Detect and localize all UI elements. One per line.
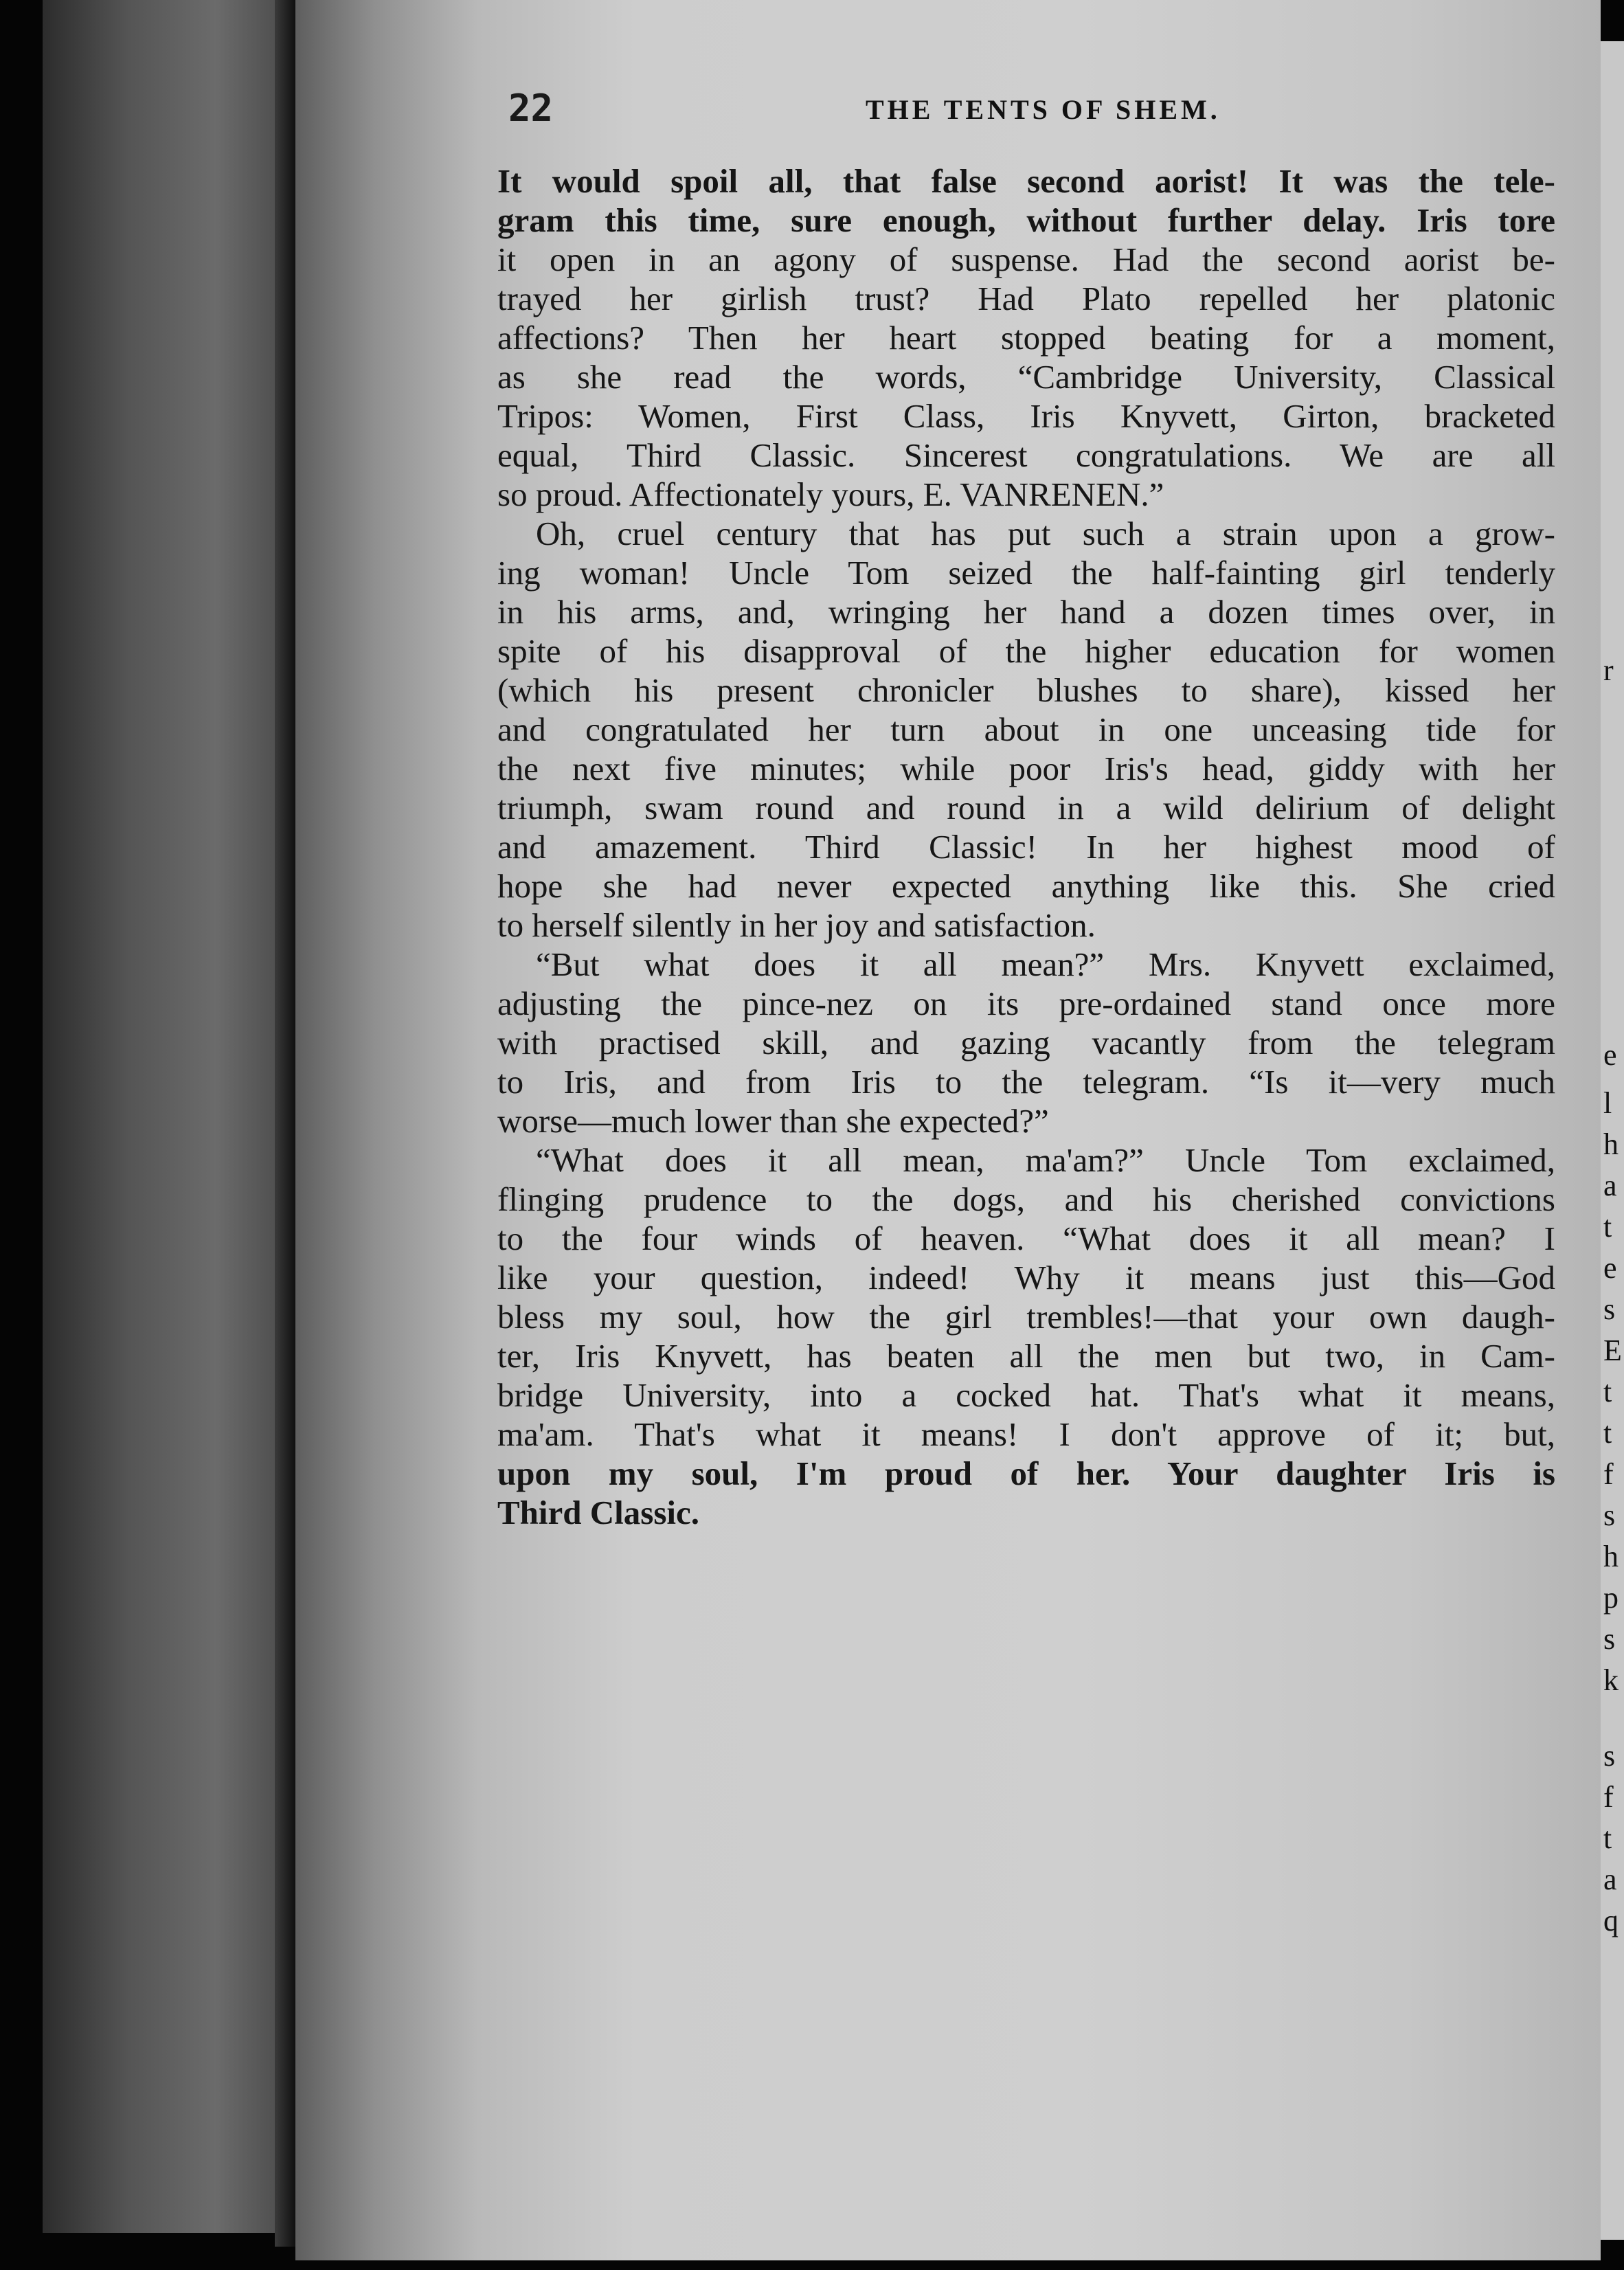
- facing-page-left: [43, 0, 290, 2233]
- text-line: to herself silently in her joy and satisfaction.: [497, 906, 1096, 944]
- text-line: (which his present chronicler blushes to share), kissed her: [497, 671, 1555, 709]
- page-header: [508, 87, 1539, 142]
- text-line: and amazement. Third Classic! In her highest mood of: [497, 828, 1555, 866]
- margin-letter: a: [1603, 1169, 1617, 1202]
- text-line: bless my soul, how the girl trembles!—that your own daugh-: [497, 1298, 1555, 1336]
- text-line: to Iris, and from Iris to the telegram. “Is it—very much: [497, 1063, 1555, 1101]
- margin-letter: h: [1603, 1127, 1619, 1161]
- margin-letter: e: [1603, 1251, 1617, 1285]
- margin-letter: a: [1603, 1863, 1617, 1896]
- margin-letter: f: [1603, 1780, 1614, 1814]
- margin-letter: r: [1603, 653, 1614, 687]
- margin-letter: t: [1603, 1375, 1612, 1408]
- text-line: and congratulated her turn about in one unceasing tide for: [497, 710, 1555, 748]
- text-line: with practised skill, and gazing vacantly from the telegram: [497, 1024, 1555, 1061]
- margin-letter: s: [1603, 1622, 1616, 1656]
- margin-letter: e: [1603, 1038, 1617, 1072]
- text-line: the next five minutes; while poor Iris's head, giddy with her: [497, 750, 1555, 787]
- text-line: flinging prudence to the dogs, and his cherished convictions: [497, 1180, 1555, 1218]
- margin-letter: t: [1603, 1416, 1612, 1450]
- text-line: to the four winds of heaven. “What does it all mean? I: [497, 1220, 1555, 1257]
- text-line: worse—much lower than she expected?”: [497, 1102, 1049, 1140]
- margin-letter: p: [1603, 1581, 1619, 1615]
- text-line: ing woman! Uncle Tom seized the half-fainting girl tenderly: [497, 554, 1555, 592]
- text-line: spite of his disapproval of the higher education for women: [497, 632, 1555, 670]
- text-line: Oh, cruel century that has put such a strain upon a grow-: [536, 515, 1555, 552]
- margin-letter: s: [1603, 1498, 1616, 1532]
- text-line: Third Classic.: [497, 1494, 700, 1531]
- text-line: in his arms, and, wringing her hand a dozen times over, in: [497, 593, 1555, 631]
- text-line: “But what does it all mean?” Mrs. Knyvett exclaimed,: [536, 945, 1555, 983]
- text-line: like your question, indeed! Why it means just this—God: [497, 1259, 1555, 1296]
- margin-letter: f: [1603, 1457, 1614, 1491]
- margin-letter: s: [1603, 1739, 1616, 1773]
- margin-letter: s: [1603, 1292, 1616, 1326]
- facing-page-right-edge: [1601, 41, 1624, 2240]
- text-line: as she read the words, “Cambridge University, Classical: [497, 358, 1555, 396]
- text-line: affections? Then her heart stopped beating for a moment,: [497, 319, 1555, 357]
- text-line: bridge University, into a cocked hat. That's what it means,: [497, 1376, 1555, 1414]
- text-line: it open in an agony of suspense. Had the second aorist be-: [497, 240, 1555, 278]
- text-line: ter, Iris Knyvett, has beaten all the men but two, in Cam-: [497, 1337, 1555, 1375]
- page-number: 22: [508, 87, 554, 130]
- book-gutter: [275, 0, 295, 2247]
- text-line: gram this time, sure enough, without further delay. Iris tore: [497, 201, 1555, 239]
- text-line: adjusting the pince-nez on its pre-ordained stand once more: [497, 985, 1555, 1022]
- text-line: equal, Third Classic. Sincerest congratulations. We are all: [497, 436, 1555, 474]
- margin-letter: E: [1603, 1334, 1622, 1367]
- text-line: It would spoil all, that false second aorist! It was the tele-: [497, 162, 1555, 200]
- running-head: THE TENTS OF SHEM.: [866, 94, 1221, 125]
- text-line: trayed her girlish trust? Had Plato repelled her platonic: [497, 280, 1555, 317]
- page-body-text: [497, 161, 1555, 1532]
- text-line: triumph, swam round and round in a wild delirium of delight: [497, 789, 1555, 827]
- text-line: hope she had never expected anything like this. She cried: [497, 867, 1555, 905]
- margin-letter: q: [1603, 1904, 1619, 1937]
- text-line: upon my soul, I'm proud of her. Your daughter Iris is: [497, 1454, 1555, 1492]
- text-line: Tripos: Women, First Class, Iris Knyvett, Girton, bracketed: [497, 397, 1555, 435]
- margin-letter: t: [1603, 1821, 1612, 1855]
- margin-letter: t: [1603, 1210, 1612, 1244]
- text-line: ma'am. That's what it means! I don't approve of it; but,: [497, 1415, 1555, 1453]
- text-line: “What does it all mean, ma'am?” Uncle Tom exclaimed,: [536, 1141, 1555, 1179]
- margin-letter: h: [1603, 1540, 1619, 1573]
- text-line: so proud. Affectionately yours, E. VANRENEN.”: [497, 475, 1164, 513]
- margin-letter: l: [1603, 1086, 1612, 1120]
- margin-letter: k: [1603, 1663, 1619, 1697]
